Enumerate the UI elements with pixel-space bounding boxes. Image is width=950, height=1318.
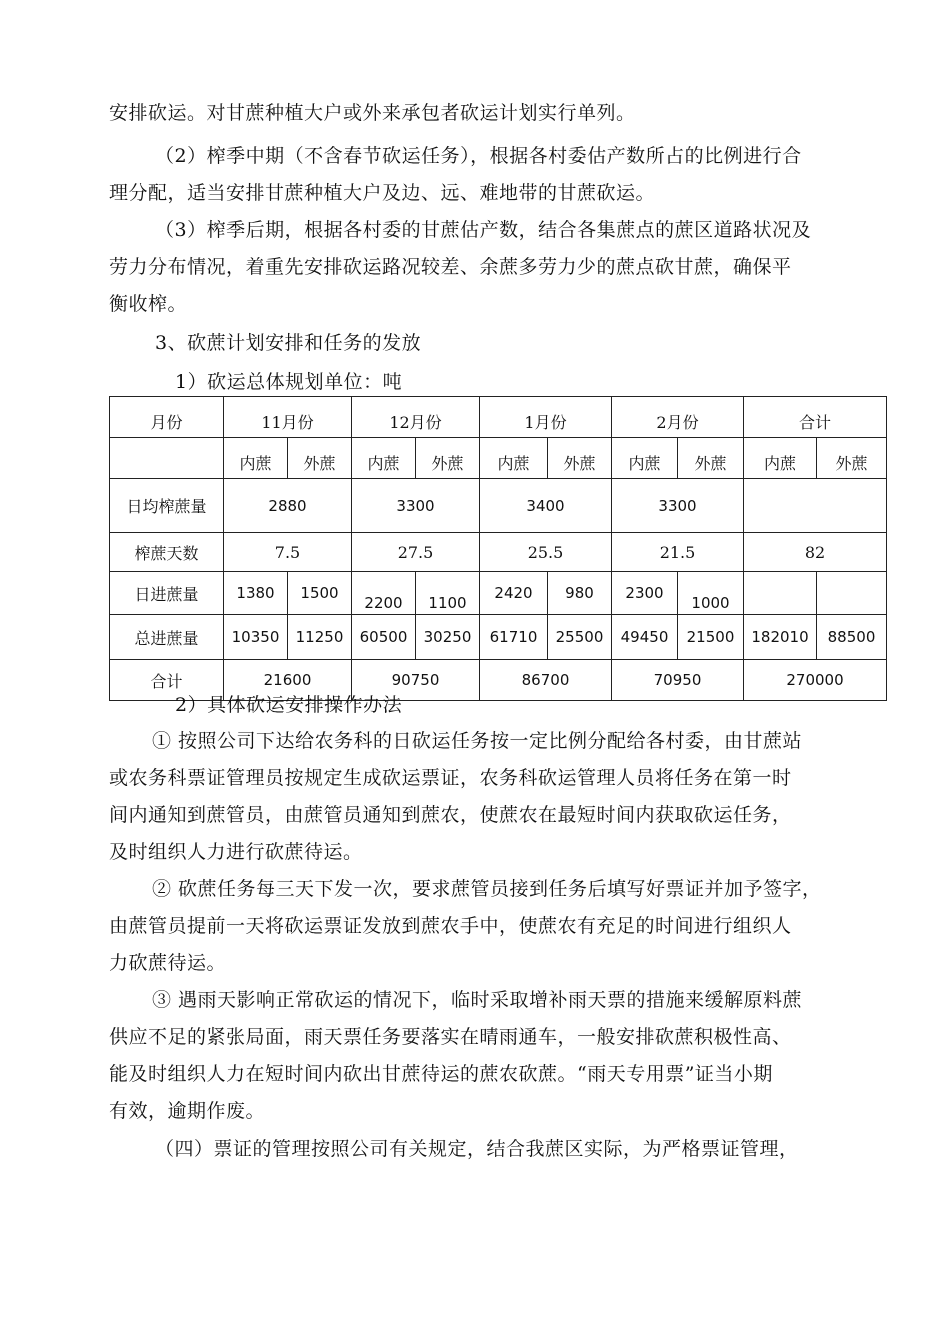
row-label: 榨蔗天数 [110, 533, 224, 572]
table-cell: 60500 [352, 615, 416, 660]
table-cell: 49450 [612, 615, 678, 660]
table-cell: 30250 [416, 615, 480, 660]
table-cell: 1100 [416, 572, 480, 615]
header-cell: 1月份 [480, 397, 612, 438]
table-cell: 70950 [612, 660, 744, 701]
subheader-cell: 内蔗 [224, 438, 288, 479]
row-label: 日进蔗量 [110, 572, 224, 615]
row-label: 日均榨蔗量 [110, 479, 224, 533]
table-cell: 1000 [678, 572, 744, 615]
subheader-cell: 内蔗 [480, 438, 548, 479]
table-cell [110, 438, 224, 479]
table-cell: 25.5 [480, 533, 612, 572]
subheader-cell: 内蔗 [744, 438, 817, 479]
paragraph-line: （2）榨季中期（不含春节砍运任务），根据各村委估产数所占的比例进行合 [155, 145, 802, 167]
table-caption: 1）砍运总体规划单位：吨 [175, 371, 403, 393]
paragraph-line: 有效，逾期作废。 [109, 1100, 266, 1122]
table-cell: 82 [744, 533, 887, 572]
table-cell: 21600 [224, 660, 352, 701]
paragraph-line: 或农务科票证管理员按规定生成砍运票证，农务科砍运管理人员将任务在第一时 [109, 767, 792, 789]
table-cell: 11250 [288, 615, 352, 660]
table-cell: 10350 [224, 615, 288, 660]
table-cell: 21500 [678, 615, 744, 660]
paragraph-line: 及时组织人力进行砍蔗待运。 [109, 841, 363, 863]
table-cell: 2880 [224, 479, 352, 533]
table-cell: 86700 [480, 660, 612, 701]
section-heading: 2）具体砍运安排操作办法 [175, 694, 403, 716]
table-cell: 182010 [744, 615, 817, 660]
table-cell: 3400 [480, 479, 612, 533]
table-row [110, 533, 887, 572]
paragraph-line: 衡收榨。 [109, 293, 188, 315]
subheader-cell: 外蔗 [548, 438, 612, 479]
table-cell: 61710 [480, 615, 548, 660]
subheader-cell: 外蔗 [288, 438, 352, 479]
table-row [110, 479, 887, 533]
paragraph-line: 安排砍运。对甘蔗种植大户或外来承包者砍运计划实行单列。 [109, 102, 636, 124]
table-cell: 1500 [288, 572, 352, 615]
table-row [110, 615, 887, 660]
table-cell: 980 [548, 572, 612, 615]
table-cell: 2200 [352, 572, 416, 615]
table-cell [744, 479, 887, 533]
header-cell: 2月份 [612, 397, 744, 438]
paragraph-line: 力砍蔗待运。 [109, 952, 227, 974]
row-label: 总进蔗量 [110, 615, 224, 660]
table-cell: 270000 [744, 660, 887, 701]
table-cell: 2300 [612, 572, 678, 615]
paragraph-line: 由蔗管员提前一天将砍运票证发放到蔗农手中，使蔗农有充足的时间进行组织人 [109, 915, 792, 937]
header-cell: 合计 [744, 397, 887, 438]
paragraph-line: 理分配，适当安排甘蔗种植大户及边、远、难地带的甘蔗砍运。 [109, 182, 656, 204]
paragraph-line: 能及时组织人力在短时间内砍出甘蔗待运的蔗农砍蔗。“雨天专用票”证当小期 [109, 1063, 773, 1085]
paragraph-line: （四）票证的管理按照公司有关规定，结合我蔗区实际，为严格票证管理， [155, 1138, 799, 1160]
table-cell: 27.5 [352, 533, 480, 572]
table-cell: 7.5 [224, 533, 352, 572]
section-heading: 3、砍蔗计划安排和任务的发放 [155, 332, 422, 354]
paragraph-line: 供应不足的紧张局面，雨天票任务要落实在晴雨通车，一般安排砍蔗积极性高、 [109, 1026, 792, 1048]
subheader-cell: 外蔗 [416, 438, 480, 479]
table-cell: 1380 [224, 572, 288, 615]
table-cell: 88500 [817, 615, 887, 660]
paragraph-line: 劳力分布情况，着重先安排砍运路况较差、余蔗多劳力少的蔗点砍甘蔗，确保平 [109, 256, 792, 278]
paragraph-line: （3）榨季后期，根据各村委的甘蔗估产数，结合各集蔗点的蔗区道路状况及 [155, 219, 812, 241]
subheader-cell: 外蔗 [678, 438, 744, 479]
subheader-cell: 外蔗 [817, 438, 887, 479]
paragraph-line: ③ 遇雨天影响正常砍运的情况下，临时采取增补雨天票的措施来缓解原料蔗 [152, 989, 803, 1011]
table-cell: 25500 [548, 615, 612, 660]
paragraph-line: 间内通知到蔗管员，由蔗管员通知到蔗农，使蔗农在最短时间内获取砍运任务， [109, 804, 792, 826]
paragraph-line: ① 按照公司下达给农务科的日砍运任务按一定比例分配给各村委，由甘蔗站 [152, 730, 803, 752]
subheader-cell: 内蔗 [612, 438, 678, 479]
cane-plan-table [109, 396, 887, 701]
table-cell: 3300 [612, 479, 744, 533]
table-cell: 90750 [352, 660, 480, 701]
table-cell: 2420 [480, 572, 548, 615]
paragraph-line: ② 砍蔗任务每三天下发一次，要求蔗管员接到任务后填写好票证并加予签字， [152, 878, 822, 900]
row-label: 合计 [110, 660, 224, 701]
table-row [110, 397, 887, 438]
table-cell [744, 572, 817, 615]
table-row [110, 572, 887, 615]
header-cell: 月份 [110, 397, 224, 438]
subheader-cell: 内蔗 [352, 438, 416, 479]
table-cell: 3300 [352, 479, 480, 533]
table-cell [817, 572, 887, 615]
header-cell: 12月份 [352, 397, 480, 438]
table-row [110, 438, 887, 479]
header-cell: 11月份 [224, 397, 352, 438]
table-cell: 21.5 [612, 533, 744, 572]
